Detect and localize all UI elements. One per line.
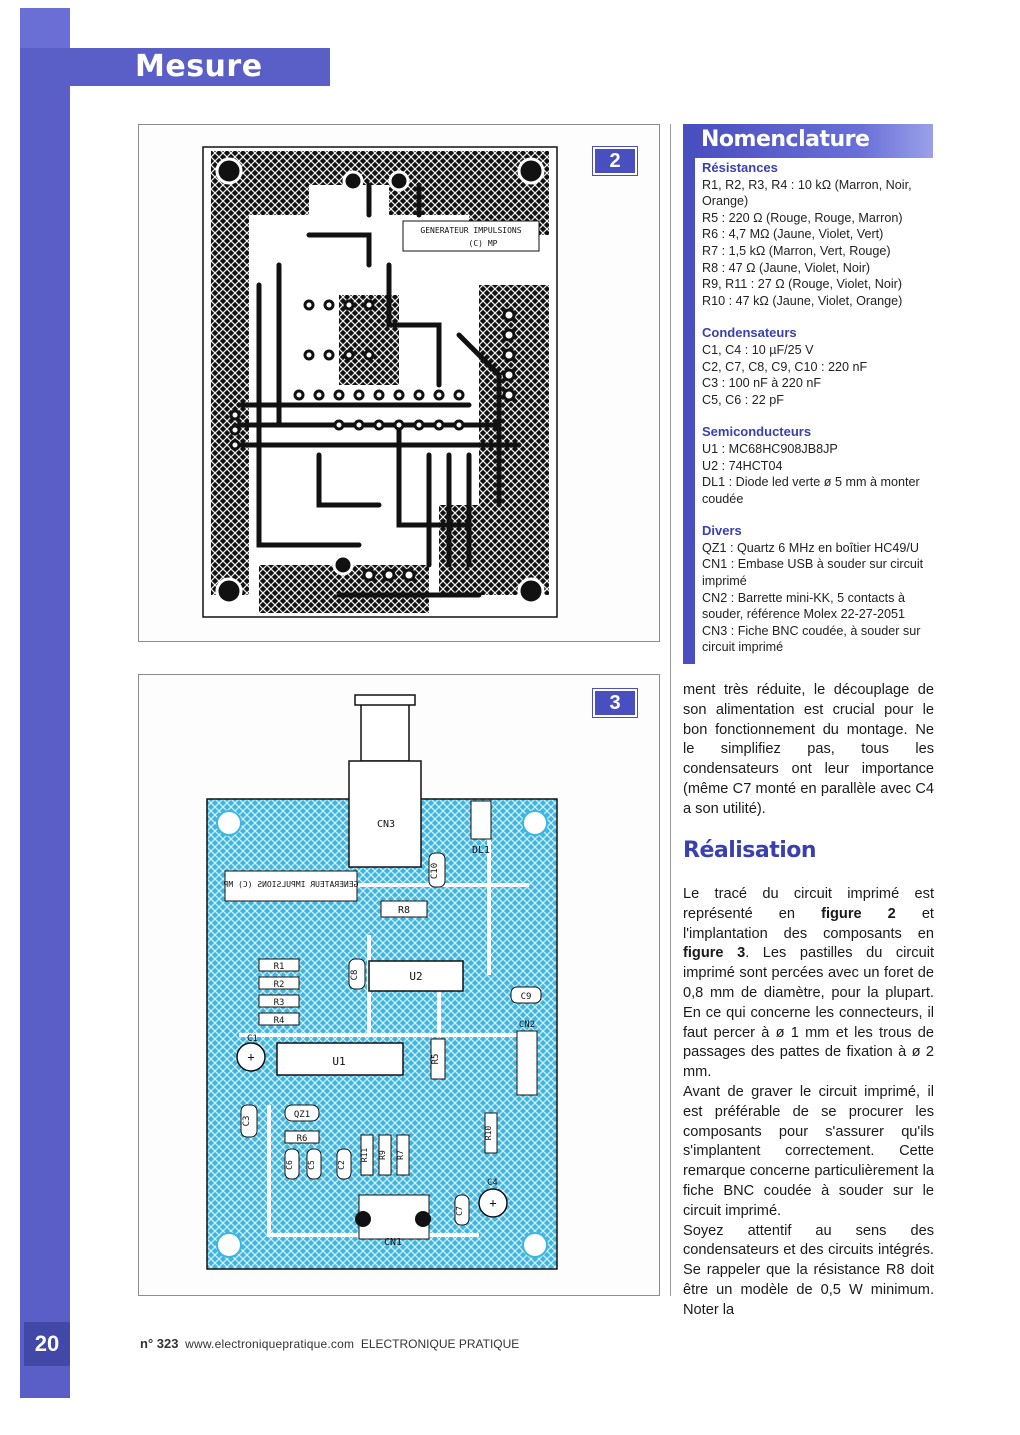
list-item: QZ1 : Quartz 6 MHz en boîtier HC49/U <box>702 540 919 555</box>
svg-text:C8: C8 <box>350 969 360 981</box>
paragraph-3: Soyez attentif au sens des condensateurs et des circuits intégrés. Se rappeler que la résistance R8 doit être un modèle de 0,5 W minimum. Noter la <box>683 1222 934 1318</box>
footer-line <box>140 1336 519 1351</box>
figure-ref: figure 2 <box>821 905 896 922</box>
list-item: CN1 : Embase USB à souder sur circuit imprimé <box>702 557 924 589</box>
svg-text:+: + <box>489 1196 497 1210</box>
figure-3-number: 3 <box>593 689 637 717</box>
category-label: Divers <box>702 523 742 539</box>
svg-text:R3: R3 <box>273 998 285 1008</box>
list-item: R5 : 220 Ω (Rouge, Rouge, Marron) <box>702 210 903 225</box>
svg-text:CN2: CN2 <box>518 1020 536 1030</box>
figure-ref: figure 3 <box>683 945 746 962</box>
intro-paragraph: ment très réduite, le découplage de son alimentation est crucial pour le bon fonctionnement du montage. Ne le simplifiez pas, tous les condensateurs ont leur importance (même C7 monté en parallèle avec C4 a son utilité). <box>683 682 934 817</box>
mirrored-board-label: GENERATEUR IMPULSIONS (C) MP <box>223 880 359 889</box>
list-item: R9, R11 : 27 Ω (Rouge, Violet, Noir) <box>702 277 903 292</box>
svg-text:R1: R1 <box>273 962 285 972</box>
pcb-label-line1: GENERATEUR IMPULSIONS <box>420 226 522 235</box>
svg-text:U2: U2 <box>409 970 423 983</box>
page-number: 20 <box>24 1322 70 1366</box>
svg-text:R6: R6 <box>296 1134 308 1144</box>
label-dl1: DL1 <box>471 845 491 856</box>
svg-text:QZ1: QZ1 <box>293 1110 311 1120</box>
svg-text:CN1: CN1 <box>383 1237 403 1248</box>
svg-text:C7: C7 <box>455 1206 464 1216</box>
text-run: et l'implantation des composants en <box>683 905 934 942</box>
svg-text:C6: C6 <box>285 1160 294 1170</box>
column-divider <box>670 124 671 1296</box>
heading-realisation: Réalisation <box>683 838 817 863</box>
svg-text:R7: R7 <box>396 1150 405 1160</box>
svg-text:C10: C10 <box>430 862 440 880</box>
nomenclature-side-bar <box>683 124 695 664</box>
group-condensateurs <box>702 325 934 408</box>
svg-text:C4: C4 <box>487 1178 498 1188</box>
list-item: R8 : 47 Ω (Jaune, Violet, Noir) <box>702 260 871 275</box>
category-label: Semiconducteurs <box>702 424 812 440</box>
svg-text:R11: R11 <box>360 1147 369 1163</box>
list-item: R10 : 47 kΩ (Jaune, Violet, Orange) <box>702 293 903 308</box>
svg-text:R10: R10 <box>484 1125 493 1141</box>
pcb-component-drawing <box>139 675 659 1295</box>
category-label: Résistances <box>702 160 778 175</box>
svg-text:+: + <box>247 1050 255 1064</box>
list-item: DL1 : Diode led verte ø 5 mm à monter coudée <box>702 475 920 506</box>
svg-text:R2: R2 <box>273 980 285 990</box>
paragraph-1 <box>683 885 934 1083</box>
list-item: C5, C6 : 22 pF <box>702 392 784 407</box>
svg-text:C9: C9 <box>520 992 532 1002</box>
article-intro <box>683 681 934 820</box>
category-label: Condensateurs <box>702 325 797 341</box>
pcb-copper-drawing <box>139 125 659 641</box>
article-body <box>683 885 934 1321</box>
svg-text:R5: R5 <box>431 1053 441 1065</box>
list-item: R6 : 4,7 MΩ (Jaune, Violet, Vert) <box>702 227 884 242</box>
figure-2-number: 2 <box>593 147 637 175</box>
list-item: U2 : 74HCT04 <box>702 458 783 473</box>
magazine-name: ELECTRONIQUE PRATIQUE <box>360 1337 520 1351</box>
list-item: R7 : 1,5 kΩ (Marron, Vert, Rouge) <box>702 243 891 258</box>
svg-text:C5: C5 <box>307 1160 316 1170</box>
figure-2-pcb-layout <box>138 124 660 642</box>
svg-text:C2: C2 <box>337 1160 346 1170</box>
paragraph-2: Avant de graver le circuit imprimé, il est préférable de se procurer les composants pour s'assurer qu'ils s'implantent correctement. Cette remarque concerne particulièrement la fiche BNC coudée à souder sur le circuit imprimé. <box>683 1083 934 1219</box>
list-item: CN3 : Fiche BNC coudée, à souder sur circuit imprimé <box>702 623 921 655</box>
nomenclature-list <box>702 160 934 672</box>
svg-text:R9: R9 <box>378 1150 387 1160</box>
band-top-block <box>20 8 70 48</box>
svg-text:R8: R8 <box>397 905 411 916</box>
issue-number: n° 323 <box>140 1336 179 1351</box>
svg-text:C3: C3 <box>242 1115 252 1127</box>
text-run: Le tracé du circuit imprimé est représenté en <box>683 886 934 922</box>
list-item: C3 : 100 nF à 220 nF <box>702 376 822 391</box>
list-item: R1, R2, R3, R4 : 10 kΩ (Marron, Noir, Orange) <box>702 177 912 209</box>
website-link[interactable]: www.electroniquepratique.com <box>185 1337 355 1351</box>
nomenclature-box <box>683 124 933 664</box>
group-semiconducteurs <box>702 424 934 507</box>
list-item: C2, C7, C8, C9, C10 : 220 nF <box>702 359 868 374</box>
svg-text:C1: C1 <box>247 1034 258 1044</box>
svg-text:R4: R4 <box>273 1016 285 1026</box>
figure-3-component-layout <box>138 674 660 1296</box>
group-resistances <box>702 160 934 309</box>
group-divers <box>702 523 934 656</box>
left-color-band <box>20 8 70 1398</box>
text-run: . Les pastilles du circuit imprimé sont percées avec un foret de 0,8 mm de diamètre, pour la plupart. En ce qui concerne les connecteurs, il faut percer à ø 1 mm et les trous de passages des pattes de fixation à ø 2 mm. <box>683 945 934 1081</box>
list-item: CN2 : Barrette mini-KK, 5 contacts à souder, référence Molex 22-27-2051 <box>702 590 906 622</box>
list-item: U1 : MC68HC908JB8JP <box>702 441 838 456</box>
section-title: Mesure <box>135 49 263 84</box>
pcb-label-line2: (C) MP <box>468 239 498 248</box>
list-item: C1, C4 : 10 µF/25 V <box>702 342 814 357</box>
nomenclature-title: Nomenclature <box>701 127 870 152</box>
label-cn3: CN3 <box>376 819 396 830</box>
svg-text:U1: U1 <box>332 1055 346 1068</box>
